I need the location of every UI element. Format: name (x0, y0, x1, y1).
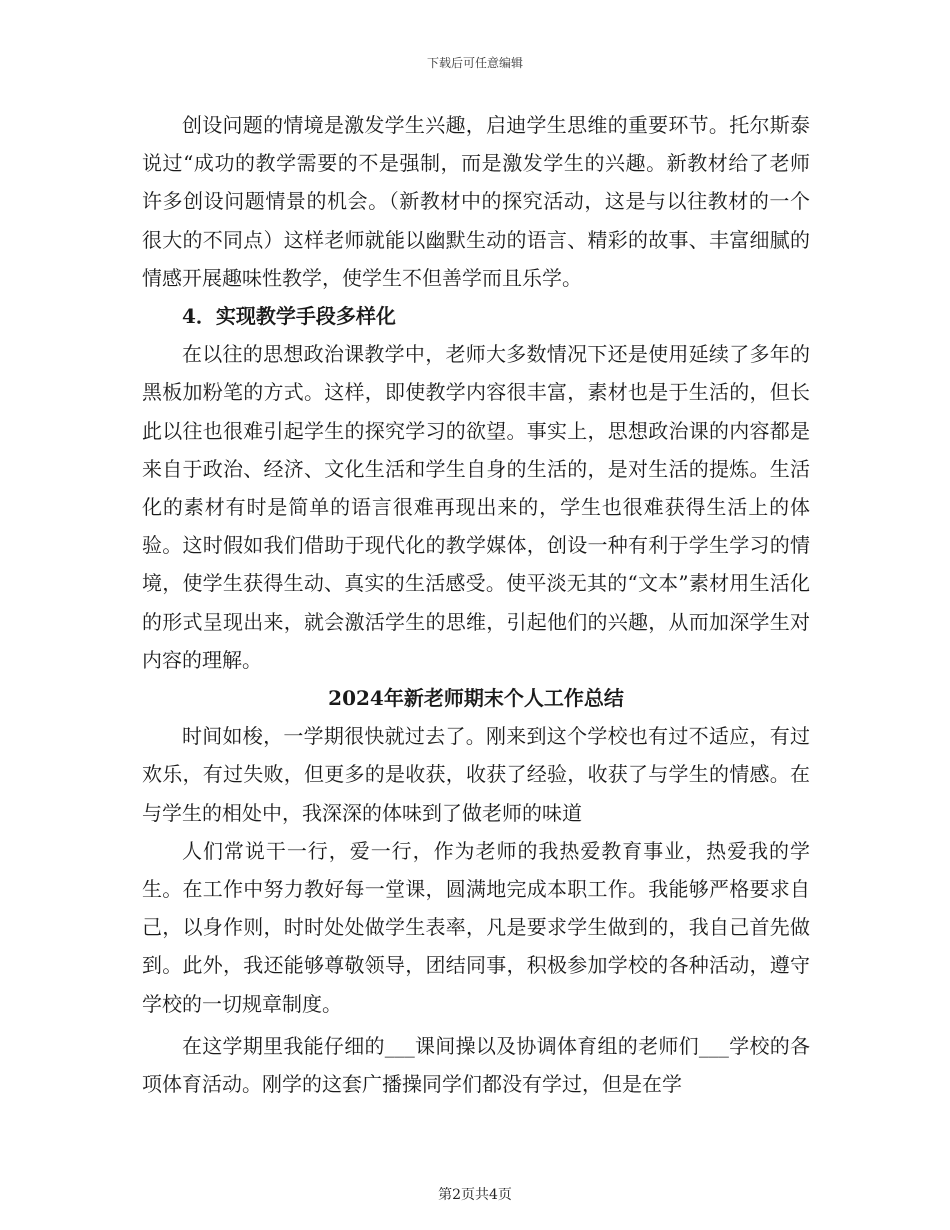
document-title: 2024年新老师期末个人工作总结 (328, 686, 624, 711)
page-number: 第2页共4页 (438, 1187, 512, 1203)
paragraph: 时间如梭，一学期很快就过去了。刚来到这个学校也有过不适应，有过欢乐，有过失败，但更多的是收获，收获了经验，收获了与学生的情感。在与学生的相处中，我深深的体味到了做老师的味道 (142, 724, 810, 825)
page-header: 下载后可任意编辑 (426, 56, 523, 70)
document-body (142, 106, 810, 1103)
paragraph: 在这学期里我能仔细的___课间操以及协调体育组的老师们___学校的各项体育活动。刚学的这套广播操同学们都没有学过，但是在学 (142, 1033, 810, 1097)
paragraph: 创设问题的情境是激发学生兴趣，启迪学生思维的重要环节。托尔斯泰说过“成功的教学需要的不是强制，而是激发学生的兴趣。新教材给了老师许多创设问题情景的机会。（新教材中的探究活动，这是与以往教材的一个很大的不同点）这样老师就能以幽默生动的语言、精彩的故事、丰富细腻的情感开展趣味性教学，使学生不但善学而且乐学。 (142, 113, 810, 290)
paragraph: 在以往的思想政治课教学中，老师大多数情况下还是使用延续了多年的黑板加粉笔的方式。这样，即使教学内容很丰富，素材也是于生活的，但长此以往也很难引起学生的探究学习的欲望。事实上，思想政治课的内容都是来自于政治、经济、文化生活和学生自身的生活的，是对生活的提炼。生活化的素材有时是简单的语言很难再现出来的，学生也很难获得生活上的体验。这时假如我们借助于现代化的教学媒体，创设一种有利于学生学习的情境，使学生获得生动、真实的生活感受。使平淡无其的“文本”素材用生活化的形式呈现出来，就会激活学生的思维，引起他们的兴趣，从而加深学生对内容的理解。 (142, 342, 810, 672)
section-heading: 4．实现教学手段多样化 (182, 304, 396, 329)
paragraph: 人们常说干一行，爱一行，作为老师的我热爱教育事业，热爱我的学生。在工作中努力教好每一堂课，圆满地完成本职工作。我能够严格要求自己，以身作则，时时处处做学生表率，凡是要求学生做到的，我自己首先做到。此外，我还能够尊敬领导，团结同事，积极参加学校的各种活动，遵守学校的一切规章制度。 (142, 838, 810, 1016)
